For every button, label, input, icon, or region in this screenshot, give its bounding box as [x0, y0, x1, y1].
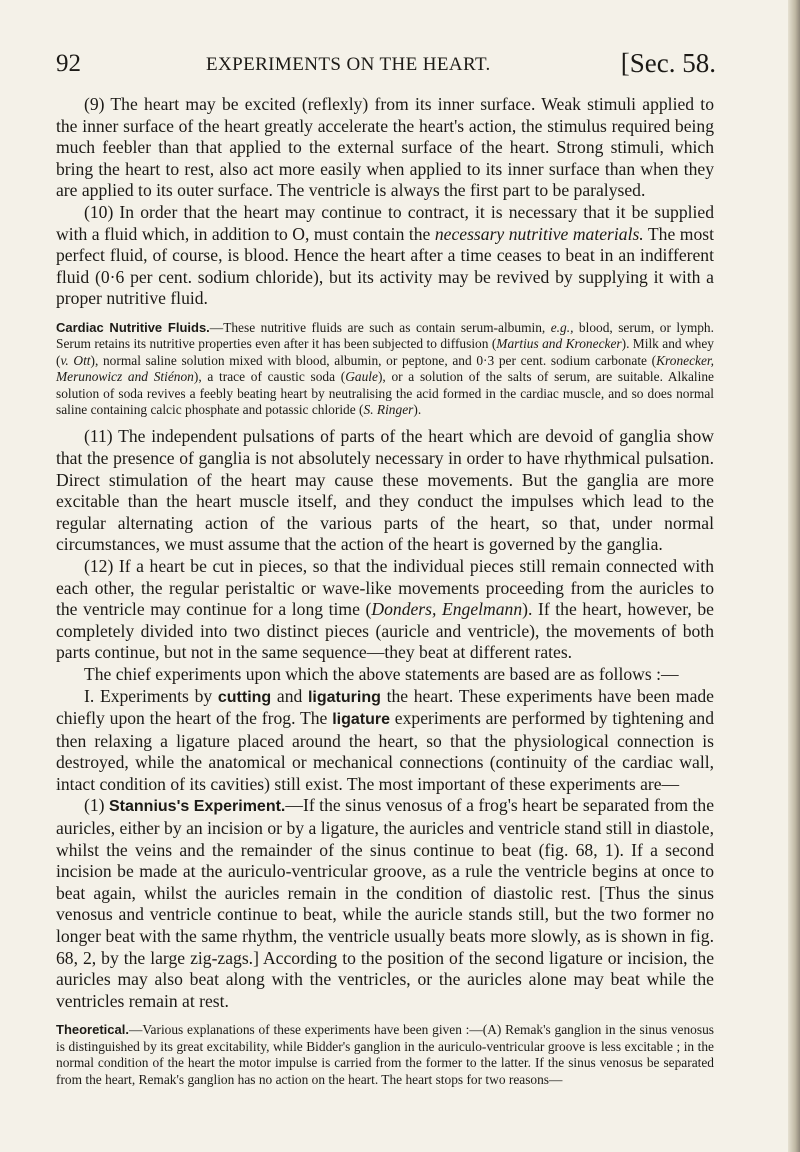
paragraph-12: (12) If a heart be cut in pieces, so that the individual pieces still remain connected with each other, the regular peristaltic or wave-like movements proceeding from the auricles to the ventricle may continue for a long time (Donders, Engelmann). If the heart, however, be completely divided into two distinct pieces (auricle and ventricle), the movements of both parts continue, but not in the same sequence—they beat at different rates.: [56, 555, 714, 663]
paragraph-stannius-experiment: (1) Stannius's Experiment.—If the sinus venosus of a frog's heart be separated from the auricles, either by an incision or by a ligature, the auricles and ventricle stand still in diastole, whilst the veins and the remainder of the sinus continue to beat (fig. 68, 1). If a second incision be made at the auriculo-ventricular groove, as a rule the ventricle begins at once to beat again, whilst the auricles remain in the condition of diastolic rest. [Thus the sinus venosus and ventricle continue to beat, while the auricle stands still, but the two former no longer beat with the same rhythm, the ventricle usually beats more slowly, as is shown in fig. 68, 2, by the large zig-zags.] According to the position of the second ligature or incision, the auricles may also beat along with the ventricles, or the auricles alone may beat while the ventricles remain at rest.: [56, 795, 715, 1011]
page-edge-shadow: [788, 0, 800, 1152]
citation: Martius and Kronecker: [496, 336, 622, 352]
note-heading: Theoretical.: [56, 1022, 129, 1038]
citation: Donders, Engelmann: [371, 599, 523, 620]
note-theoretical: Theoretical.—Various explanations of these experiments have been given :—(A) Remak's ganglion in the sinus venosus is distinguished by its great excitability, while Bidder's ganglion in the auriculo-ventricular groove is less excitable ; in the normal condition of the heart the motor impulse is carried from the former to the latter. If the sinus venosus be separated from the heart, Remak's ganglion has no action on the heart. The heart stops for two reasons—: [56, 1022, 714, 1087]
emphasis-nutritive-materials: necessary nutritive materials.: [434, 223, 644, 244]
paragraph-9: (9) The heart may be excited (reflexly) from its inner surface. Weak stimuli applied to the inner surface of the heart greatly accelerate the heart's action, the stimulus required being much feebler than that applied to the external surface of the heart. Strong stimuli, which bring the heart to rest, also act more easily when applied to its inner surface than when they are applied to its outer surface. The ventricle is always the first part to be paralysed.: [56, 94, 714, 201]
paragraph-experiments-I: I. Experiments by cutting and ligaturing the heart. These experiments have been made chiefly upon the heart of the frog. The ligature experiments are performed by tightening and then relaxing a ligature placed around the heart, so that the physiological connection is destroyed, while the anatomical or mechanical connections (continuity of the cardiac wall, intact condition of its cavities) still exist. The most important of these experiments are—: [56, 685, 714, 794]
paragraph-11: (11) The independent pulsations of parts of the heart which are devoid of ganglia show that the presence of ganglia is not absolutely necessary in order to have rhythmical pulsation. Direct stimulation of the heart may cause these movements. But the ganglia are more excitable than the heart muscle itself, and they conduct the impulses which lead to the regular alternating action of the various parts of the heart, so that, under normal circumstances, we must assume that the action of the heart is governed by the ganglia.: [56, 426, 714, 555]
page-number: 92: [56, 50, 81, 77]
term-ligature: ligature: [332, 711, 390, 729]
citation: Gaule: [345, 369, 378, 385]
running-title: EXPERIMENTS ON THE HEART.: [206, 54, 491, 75]
running-header: [56, 46, 716, 80]
paragraph-10: (10) In order that the heart may continue to contract, it is necessary that it be supplied with a fluid which, in addition to O, must contain the necessary nutritive materials. The most perfect fluid, of course, is blood. Hence the heart after a time ceases to beat in an indifferent fluid (0·6 per cent. sodium chloride), but its activity may be revived by supplying it with a proper nutritive fluid.: [56, 201, 714, 309]
citation: v. Ott: [60, 352, 91, 368]
note-heading: Cardiac Nutritive Fluids.: [56, 319, 210, 335]
section-marker: [Sec. 58.: [620, 48, 716, 78]
note-cardiac-nutritive-fluids: Cardiac Nutritive Fluids.—These nutritive fluids are such as contain serum-albumin, e.g., blood, serum, or lymph. Serum retains its nutritive properties even after it has been subjected to diffusion (Martius and Kronecker). Milk and whey (v. Ott), normal saline solution mixed with blood, albumin, or peptone, and 0·3 per cent. sodium carbonate (Kronecker, Merunowicz and Stiénon), a trace of caustic soda (Gaule), or a solution of the salts of serum, are suitable. Alkaline solution of soda revives a feebly beating heart by neutralising the acid formed in the cardiac muscle, and so does normal saline containing calcic phosphate and potassic chloride (S. Ringer).: [56, 319, 714, 417]
citation: Kronecker, Merunowicz and Stiénon: [56, 352, 714, 385]
term-stannius-experiment: Stannius's Experiment.: [109, 798, 286, 816]
term-ligaturing: ligaturing: [307, 688, 381, 706]
term-cutting: cutting: [217, 688, 272, 706]
page-body: [56, 94, 714, 1096]
citation: S. Ringer: [363, 401, 414, 417]
paragraph-chief-experiments: The chief experiments upon which the above statements are based are as follows :—: [84, 663, 679, 684]
